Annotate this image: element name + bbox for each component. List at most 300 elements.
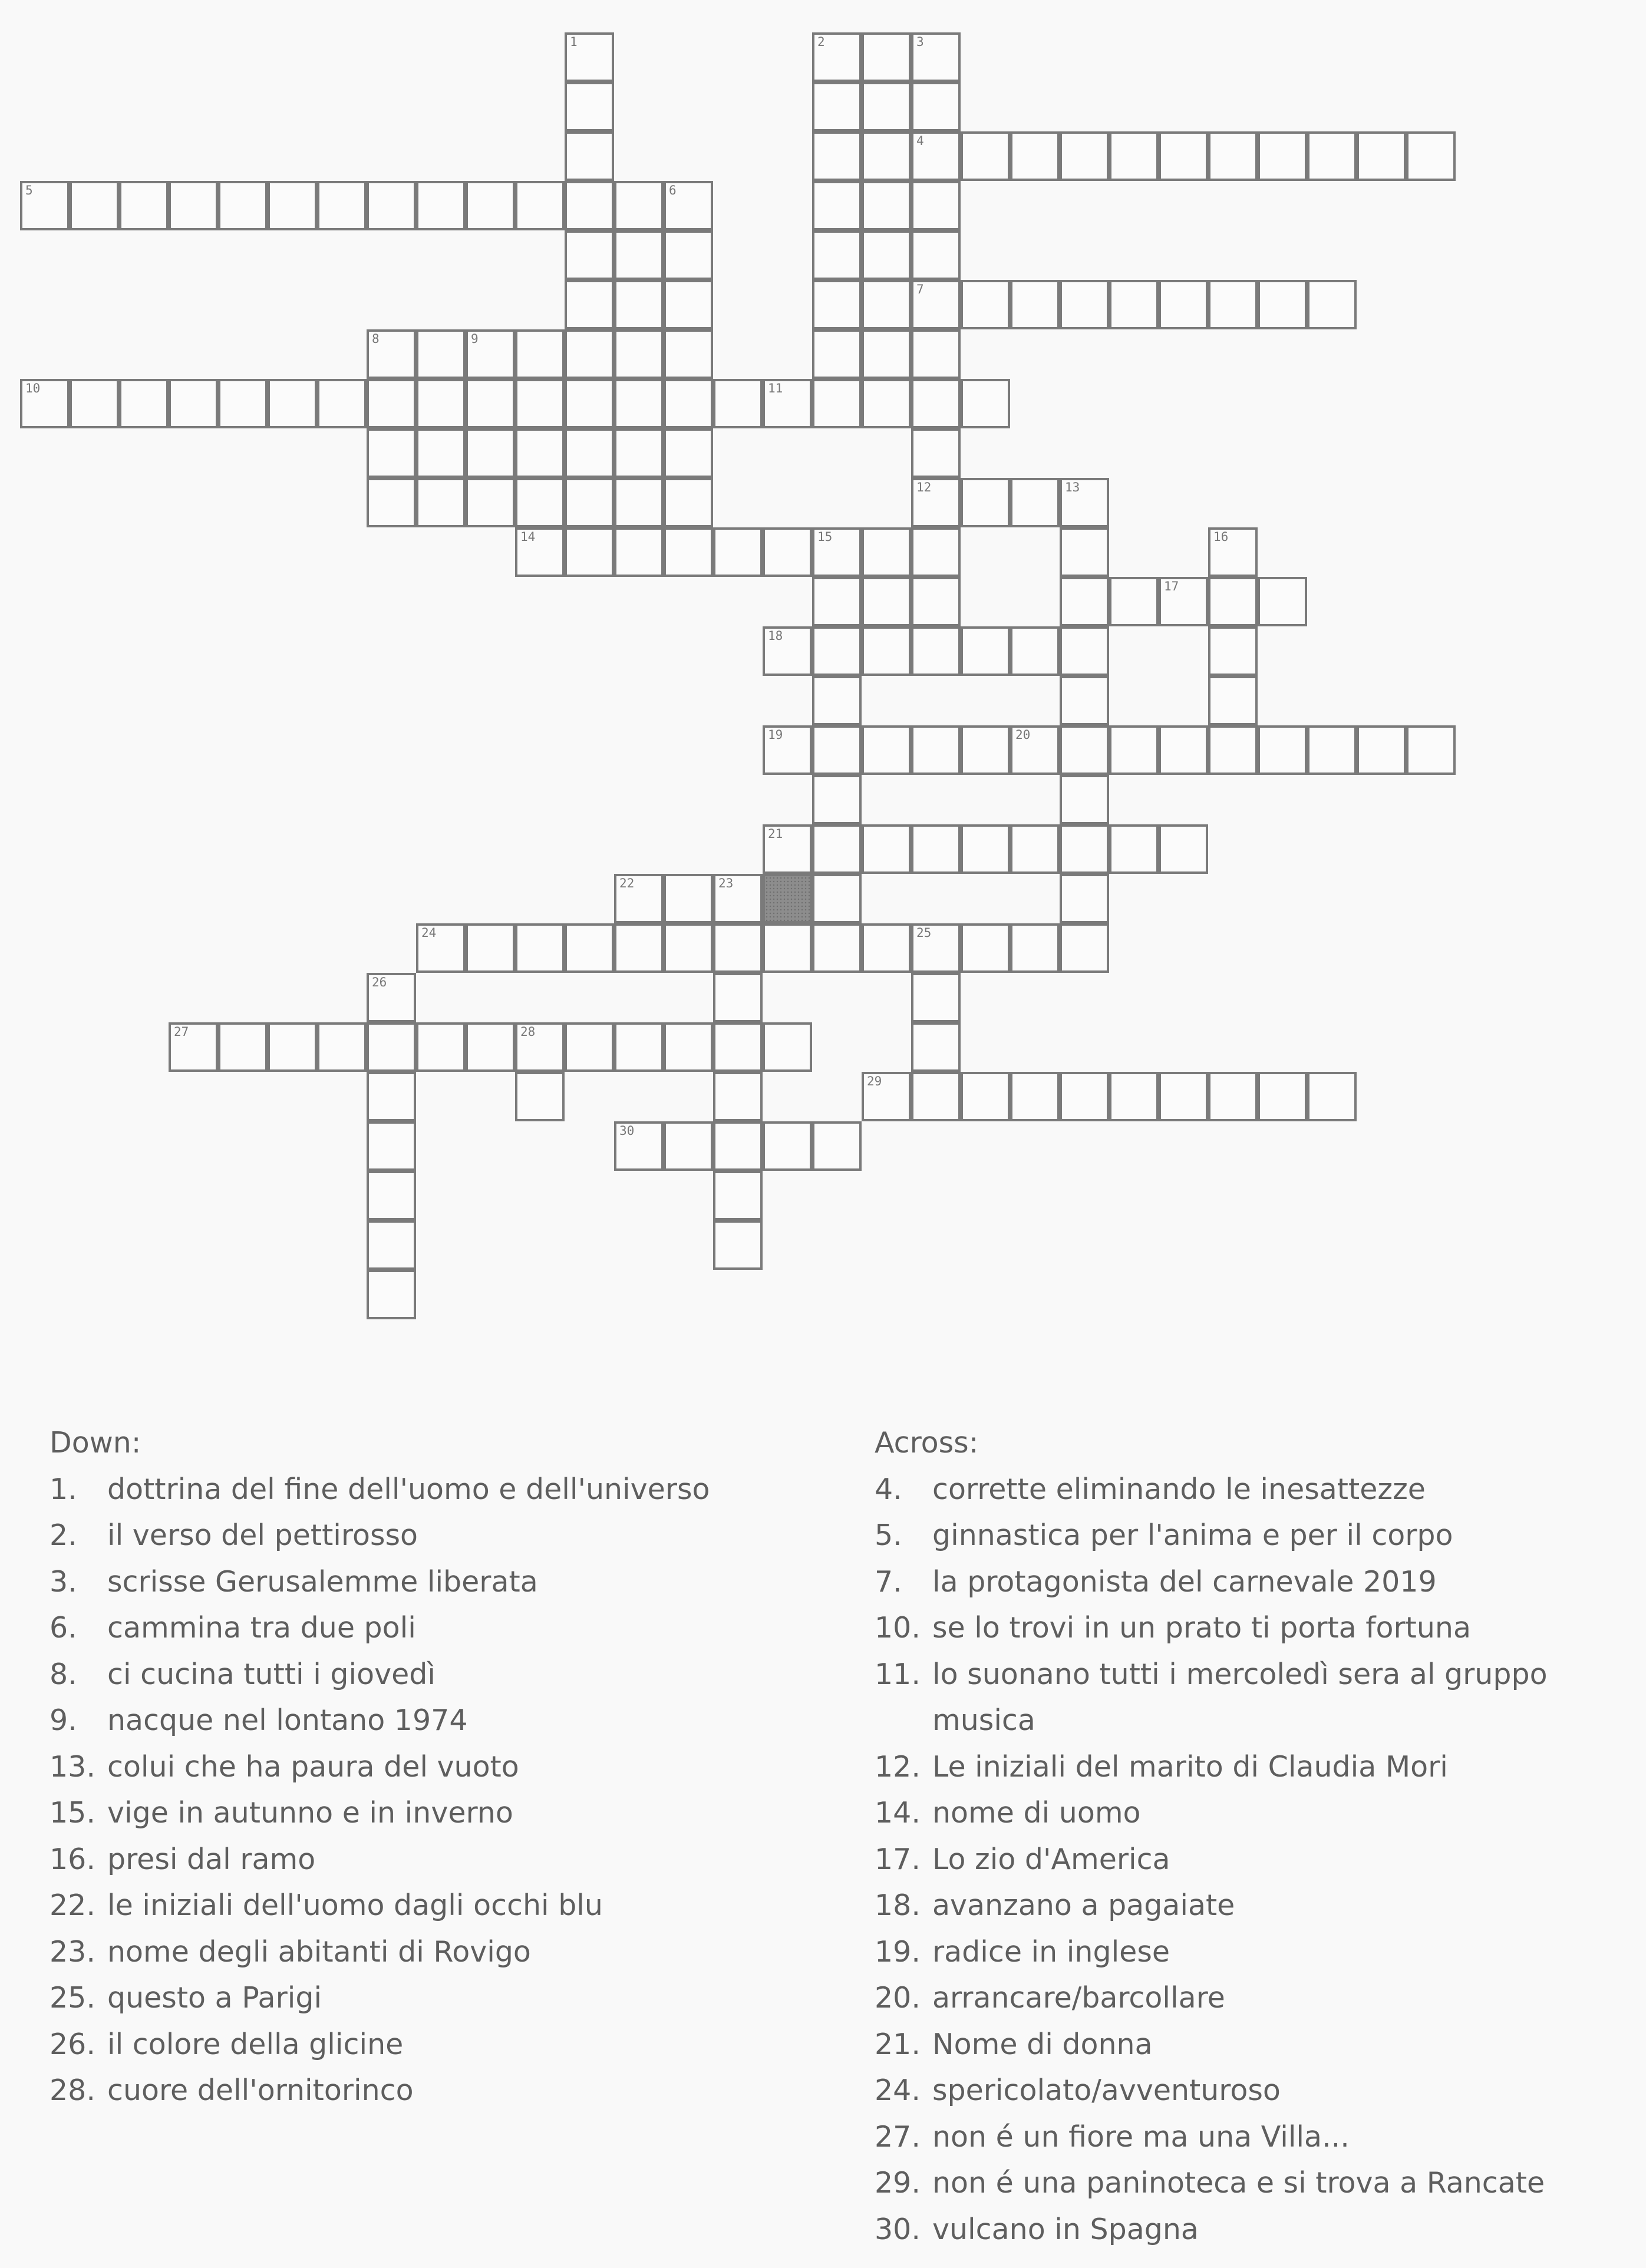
crossword-cell[interactable] <box>1109 824 1159 874</box>
crossword-cell[interactable] <box>1109 725 1159 775</box>
crossword-cell[interactable] <box>1060 478 1109 527</box>
clue-item <box>875 2160 1635 2207</box>
clue-item <box>875 2207 1635 2253</box>
crossword-cell[interactable] <box>515 478 565 527</box>
clue-item <box>50 1790 851 1837</box>
clue-text: le iniziali dell'uomo dagli occhi blu <box>107 1889 603 1922</box>
cell-number: 16 <box>1213 530 1229 544</box>
crossword-cell[interactable] <box>862 725 911 775</box>
crossword-cell[interactable] <box>1060 874 1109 923</box>
crossword-cell[interactable] <box>1307 280 1357 329</box>
crossword-cell[interactable] <box>1060 1072 1109 1121</box>
crossword-cell[interactable] <box>614 379 664 428</box>
clue-item <box>875 2068 1635 2114</box>
crossword-cell[interactable] <box>565 379 614 428</box>
crossword-cell[interactable] <box>862 82 911 131</box>
crossword-cell[interactable] <box>466 329 515 379</box>
crossword-cell[interactable] <box>961 626 1010 676</box>
crossword-cell[interactable] <box>614 923 664 973</box>
crossword-cell[interactable] <box>911 725 961 775</box>
clue-item <box>875 1513 1635 1559</box>
crossword-cell[interactable] <box>812 775 862 824</box>
crossword-cell[interactable] <box>1109 577 1159 626</box>
crossword-cell[interactable] <box>1258 1072 1307 1121</box>
clue-item <box>50 1513 851 1559</box>
clue-number: 9. <box>50 1704 77 1737</box>
crossword-cell[interactable] <box>565 478 614 527</box>
crossword-cell[interactable] <box>367 1022 416 1072</box>
crossword-cell[interactable] <box>911 181 961 230</box>
crossword-cell[interactable] <box>862 379 911 428</box>
crossword-cell[interactable] <box>664 1121 713 1171</box>
crossword-cell[interactable] <box>1060 577 1109 626</box>
clue-text: avanzano a pagaiate <box>932 1889 1235 1922</box>
cell-number: 30 <box>619 1124 635 1138</box>
clue-text: radice in inglese <box>932 1934 1170 1969</box>
crossword-cell[interactable] <box>1307 725 1357 775</box>
cell-number: 23 <box>718 876 734 890</box>
crossword-cell[interactable] <box>1159 1072 1208 1121</box>
crossword-cell[interactable] <box>1109 280 1159 329</box>
cell-number: 11 <box>768 381 783 395</box>
crossword-cell[interactable] <box>911 824 961 874</box>
crossword-cell[interactable] <box>1258 725 1307 775</box>
crossword-cell[interactable] <box>367 329 416 379</box>
crossword-cell[interactable] <box>1010 280 1060 329</box>
crossword-cell[interactable] <box>713 527 763 577</box>
crossword-cell[interactable] <box>218 379 268 428</box>
crossword-cell[interactable] <box>614 329 664 379</box>
clue-text: vige in autunno e in inverno <box>107 1796 513 1830</box>
down-clues <box>50 1420 851 2114</box>
crossword-cell[interactable] <box>812 676 862 725</box>
clue-item <box>875 1467 1635 1513</box>
crossword-cell[interactable] <box>812 923 862 973</box>
crossword-cell[interactable] <box>713 379 763 428</box>
clue-text: se lo trovi in un prato ti porta fortuna <box>932 1611 1472 1645</box>
cell-number: 10 <box>25 381 41 395</box>
cell-number: 6 <box>669 183 677 197</box>
crossword-cell[interactable] <box>367 1072 416 1121</box>
crossword-cell[interactable] <box>1010 923 1060 973</box>
crossword-cell[interactable] <box>367 1220 416 1270</box>
crossword-cell[interactable] <box>1010 1072 1060 1121</box>
crossword-cell[interactable] <box>416 1022 466 1072</box>
clue-text: la protagonista del carnevale 2019 <box>932 1564 1437 1599</box>
crossword-cell[interactable] <box>367 478 416 527</box>
clue-number: 19. <box>875 1934 921 1969</box>
crossword-cell[interactable] <box>169 181 218 230</box>
cell-number: 19 <box>768 728 783 742</box>
crossword-cell[interactable] <box>862 181 911 230</box>
crossword-cell[interactable] <box>961 725 1010 775</box>
crossword-cell[interactable] <box>911 1072 961 1121</box>
crossword-cell[interactable] <box>763 923 812 973</box>
crossword-cell[interactable] <box>1010 478 1060 527</box>
crossword-cell[interactable] <box>911 1022 961 1072</box>
crossword-cell[interactable] <box>961 824 1010 874</box>
crossword-cell[interactable] <box>515 923 565 973</box>
crossword-cell[interactable] <box>614 280 664 329</box>
crossword-cell[interactable] <box>614 478 664 527</box>
crossword-cell[interactable] <box>515 379 565 428</box>
crossword-cell[interactable] <box>1010 725 1060 775</box>
crossword-cell[interactable] <box>713 1121 763 1171</box>
crossword-cell[interactable] <box>713 973 763 1022</box>
crossword-cell[interactable] <box>763 824 812 874</box>
clue-text: Le iniziali del marito di Claudia Mori <box>932 1749 1448 1784</box>
crossword-cell[interactable] <box>565 280 614 329</box>
crossword-cell[interactable] <box>961 1072 1010 1121</box>
clue-number: 30. <box>875 2212 921 2246</box>
crossword-cell[interactable] <box>812 1121 862 1171</box>
cell-number: 7 <box>916 282 924 296</box>
crossword-cell[interactable] <box>763 379 812 428</box>
crossword-cell[interactable] <box>515 329 565 379</box>
cell-number: 27 <box>174 1025 189 1039</box>
crossword-cell[interactable] <box>1060 131 1109 181</box>
crossword-cell[interactable] <box>862 131 911 181</box>
crossword-cell[interactable] <box>1258 577 1307 626</box>
crossword-cell[interactable] <box>565 428 614 478</box>
crossword-cell[interactable] <box>416 923 466 973</box>
clue-item <box>50 1652 851 1698</box>
crossword-cell[interactable] <box>1010 131 1060 181</box>
crossword-cell[interactable] <box>614 527 664 577</box>
crossword-cell[interactable] <box>1208 131 1258 181</box>
crossword-cell[interactable] <box>911 478 961 527</box>
crossword-cell[interactable] <box>20 181 70 230</box>
clue-number: 1. <box>50 1472 77 1506</box>
crossword-cell[interactable] <box>1060 725 1109 775</box>
crossword-cell[interactable] <box>1060 280 1109 329</box>
crossword-cell[interactable] <box>20 379 70 428</box>
crossword-cell[interactable] <box>169 379 218 428</box>
crossword-cell[interactable] <box>1060 775 1109 824</box>
crossword-cell[interactable] <box>961 131 1010 181</box>
clue-number: 5. <box>875 1518 902 1552</box>
crossword-cell[interactable] <box>515 181 565 230</box>
clue-item <box>50 1837 851 1883</box>
crossword-cell[interactable] <box>367 973 416 1022</box>
crossword-cell[interactable] <box>565 527 614 577</box>
crossword-cell[interactable] <box>763 1022 812 1072</box>
clue-item <box>875 1605 1635 1652</box>
crossword-cell[interactable] <box>1307 131 1357 181</box>
crossword-cell[interactable] <box>1258 131 1307 181</box>
crossword-cell[interactable] <box>614 1022 664 1072</box>
crossword-cell[interactable] <box>1208 676 1258 725</box>
across-heading: Across: <box>875 1426 979 1460</box>
crossword-cell[interactable] <box>911 527 961 577</box>
crossword-cell[interactable] <box>367 1270 416 1319</box>
crossword-cell[interactable] <box>317 1022 367 1072</box>
crossword-shaded-cell[interactable] <box>763 874 812 923</box>
crossword-cell[interactable] <box>565 82 614 131</box>
crossword-cell[interactable] <box>614 230 664 280</box>
crossword-cell[interactable] <box>763 725 812 775</box>
crossword-cell[interactable] <box>812 280 862 329</box>
cell-number: 5 <box>25 183 33 197</box>
crossword-cell[interactable] <box>812 379 862 428</box>
clue-number: 17. <box>875 1842 921 1876</box>
crossword-cell[interactable] <box>466 181 515 230</box>
crossword-cell[interactable] <box>268 181 317 230</box>
crossword-cell[interactable] <box>1208 626 1258 676</box>
crossword-cell[interactable] <box>911 230 961 280</box>
crossword-cell[interactable] <box>812 874 862 923</box>
crossword-cell[interactable] <box>367 1121 416 1171</box>
cell-number: 15 <box>817 530 833 544</box>
crossword-cell[interactable] <box>664 527 713 577</box>
clue-number: 11. <box>875 1657 921 1691</box>
clue-item <box>875 1883 1635 1929</box>
crossword-cell[interactable] <box>614 874 664 923</box>
crossword-cell[interactable] <box>367 379 416 428</box>
clue-text: lo suonano tutti i mercoledì sera al gruppo musica <box>932 1657 1548 1737</box>
crossword-cell[interactable] <box>713 1022 763 1072</box>
crossword-cell[interactable] <box>1060 923 1109 973</box>
clue-item <box>875 1975 1635 2022</box>
crossword-cell[interactable] <box>763 626 812 676</box>
crossword-cell[interactable] <box>1208 280 1258 329</box>
clue-item <box>50 1744 851 1791</box>
crossword-cell[interactable] <box>862 923 911 973</box>
clue-number: 2. <box>50 1518 77 1552</box>
clue-number: 26. <box>50 2027 95 2061</box>
crossword-cell[interactable] <box>416 478 466 527</box>
cell-number: 12 <box>916 480 932 494</box>
crossword-cell[interactable] <box>1208 527 1258 577</box>
crossword-cell[interactable] <box>1060 824 1109 874</box>
crossword-cell[interactable] <box>763 1121 812 1171</box>
crossword-cell[interactable] <box>1357 131 1406 181</box>
crossword-cell[interactable] <box>119 379 169 428</box>
crossword-cell[interactable] <box>466 923 515 973</box>
cell-number: 22 <box>619 876 635 890</box>
crossword-cell[interactable] <box>664 478 713 527</box>
clue-text: cammina tra due poli <box>107 1611 416 1645</box>
crossword-cell[interactable] <box>1406 131 1456 181</box>
crossword-cell[interactable] <box>1159 280 1208 329</box>
clue-number: 28. <box>50 2074 95 2107</box>
clue-number: 14. <box>875 1796 921 1830</box>
crossword-cell[interactable] <box>1406 725 1456 775</box>
crossword-cell[interactable] <box>416 181 466 230</box>
clue-item <box>50 2068 851 2114</box>
crossword-cell[interactable] <box>614 1121 664 1171</box>
crossword-cell[interactable] <box>119 181 169 230</box>
crossword-cell[interactable] <box>169 1022 218 1072</box>
clue-number: 18. <box>875 1889 921 1922</box>
crossword-cell[interactable] <box>317 181 367 230</box>
cell-number: 28 <box>520 1025 536 1039</box>
crossword-cell[interactable] <box>268 379 317 428</box>
crossword-cell[interactable] <box>713 923 763 973</box>
crossword-cell[interactable] <box>515 1072 565 1121</box>
crossword-cell[interactable] <box>218 1022 268 1072</box>
clue-text: il verso del pettirosso <box>107 1518 418 1552</box>
down-heading: Down: <box>50 1426 141 1460</box>
cell-number: 14 <box>520 530 536 544</box>
crossword-cell[interactable] <box>416 379 466 428</box>
crossword-cell[interactable] <box>911 626 961 676</box>
clue-number: 6. <box>50 1611 77 1645</box>
crossword-cell[interactable] <box>70 379 119 428</box>
crossword-cell[interactable] <box>1010 626 1060 676</box>
crossword-cell[interactable] <box>664 428 713 478</box>
crossword-cell[interactable] <box>911 923 961 973</box>
crossword-cell[interactable] <box>466 379 515 428</box>
clue-number: 22. <box>50 1889 95 1922</box>
crossword-cell[interactable] <box>367 181 416 230</box>
crossword-cell[interactable] <box>812 181 862 230</box>
crossword-cell[interactable] <box>1159 577 1208 626</box>
crossword-cell[interactable] <box>1010 824 1060 874</box>
crossword-cell[interactable] <box>416 329 466 379</box>
crossword-cell[interactable] <box>911 428 961 478</box>
crossword-cell[interactable] <box>515 1022 565 1072</box>
crossword-cell[interactable] <box>911 32 961 82</box>
crossword-cell[interactable] <box>961 478 1010 527</box>
crossword-cell[interactable] <box>565 329 614 379</box>
clue-item <box>875 1790 1635 1837</box>
crossword-cell[interactable] <box>466 478 515 527</box>
clue-item <box>875 1929 1635 1976</box>
crossword-cell[interactable] <box>268 1022 317 1072</box>
crossword-cell[interactable] <box>664 329 713 379</box>
crossword-cell[interactable] <box>367 1171 416 1220</box>
clue-text: nome di uomo <box>932 1796 1141 1830</box>
crossword-cell[interactable] <box>1109 1072 1159 1121</box>
crossword-cell[interactable] <box>466 428 515 478</box>
cell-number: 8 <box>372 332 380 346</box>
clue-number: 12. <box>875 1749 921 1784</box>
crossword-cell[interactable] <box>862 824 911 874</box>
crossword-cell[interactable] <box>911 82 961 131</box>
crossword-cell[interactable] <box>664 1022 713 1072</box>
crossword-cell[interactable] <box>812 626 862 676</box>
crossword-cell[interactable] <box>862 32 911 82</box>
clue-text: scrisse Gerusalemme liberata <box>107 1564 538 1599</box>
clue-number: 4. <box>875 1472 902 1506</box>
crossword-cell[interactable] <box>515 428 565 478</box>
crossword-cell[interactable] <box>664 181 713 230</box>
crossword-cell[interactable] <box>713 874 763 923</box>
crossword-cell[interactable] <box>911 379 961 428</box>
crossword-cell[interactable] <box>565 230 614 280</box>
clue-number: 13. <box>50 1749 95 1784</box>
crossword-cell[interactable] <box>1159 131 1208 181</box>
crossword-cell[interactable] <box>565 131 614 181</box>
clue-text: dottrina del fine dell'uomo e dell'universo <box>107 1472 710 1506</box>
crossword-cell[interactable] <box>565 32 614 82</box>
crossword-cell[interactable] <box>713 1072 763 1121</box>
crossword-cell[interactable] <box>1357 725 1406 775</box>
clue-number: 16. <box>50 1842 95 1876</box>
crossword-cell[interactable] <box>911 329 961 379</box>
clue-number: 24. <box>875 2074 921 2107</box>
crossword-cell[interactable] <box>1060 527 1109 577</box>
crossword-cell[interactable] <box>911 131 961 181</box>
clue-item <box>875 2022 1635 2068</box>
crossword-cell[interactable] <box>713 1220 763 1270</box>
crossword-cell[interactable] <box>664 379 713 428</box>
crossword-cell[interactable] <box>1258 280 1307 329</box>
clue-text: Nome di donna <box>932 2027 1153 2061</box>
crossword-cell[interactable] <box>1109 131 1159 181</box>
crossword-cell[interactable] <box>614 181 664 230</box>
clue-item <box>50 1975 851 2022</box>
crossword-cell[interactable] <box>317 379 367 428</box>
crossword-cell[interactable] <box>812 82 862 131</box>
crossword-cell[interactable] <box>862 1072 911 1121</box>
crossword-cell[interactable] <box>961 923 1010 973</box>
crossword-cell[interactable] <box>812 329 862 379</box>
crossword-cell[interactable] <box>515 527 565 577</box>
crossword-cell[interactable] <box>70 181 119 230</box>
crossword-cell[interactable] <box>1208 725 1258 775</box>
crossword-cell[interactable] <box>812 131 862 181</box>
crossword-cell[interactable] <box>862 280 911 329</box>
crossword-cell[interactable] <box>664 280 713 329</box>
crossword-cell[interactable] <box>565 1022 614 1072</box>
crossword-cell[interactable] <box>1060 626 1109 676</box>
crossword-cell[interactable] <box>812 527 862 577</box>
crossword-cell[interactable] <box>812 824 862 874</box>
crossword-cell[interactable] <box>862 577 911 626</box>
crossword-cell[interactable] <box>664 230 713 280</box>
crossword-cell[interactable] <box>1208 1072 1258 1121</box>
clue-text: il colore della glicine <box>107 2027 404 2061</box>
crossword-cell[interactable] <box>1159 824 1208 874</box>
crossword-cell[interactable] <box>218 181 268 230</box>
crossword-cell[interactable] <box>466 1022 515 1072</box>
crossword-cell[interactable] <box>565 181 614 230</box>
crossword-cell[interactable] <box>1060 676 1109 725</box>
crossword-cell[interactable] <box>614 428 664 478</box>
cell-number: 20 <box>1015 728 1031 742</box>
crossword-cell[interactable] <box>812 725 862 775</box>
crossword-cell[interactable] <box>911 973 961 1022</box>
crossword-cell[interactable] <box>416 428 466 478</box>
crossword-cell[interactable] <box>862 626 911 676</box>
crossword-cell[interactable] <box>713 1171 763 1220</box>
crossword-cell[interactable] <box>911 280 961 329</box>
crossword-cell[interactable] <box>1307 1072 1357 1121</box>
crossword-cell[interactable] <box>911 577 961 626</box>
cell-number: 24 <box>421 926 437 940</box>
clue-item <box>875 1559 1635 1606</box>
crossword-cell[interactable] <box>1159 725 1208 775</box>
crossword-cell[interactable] <box>812 32 862 82</box>
crossword-cell[interactable] <box>1208 577 1258 626</box>
cell-number: 26 <box>372 975 387 989</box>
crossword-cell[interactable] <box>367 428 416 478</box>
crossword-cell[interactable] <box>812 230 862 280</box>
crossword-cell[interactable] <box>961 280 1010 329</box>
crossword-cell[interactable] <box>565 923 614 973</box>
crossword-cell[interactable] <box>862 527 911 577</box>
crossword-cell[interactable] <box>862 329 911 379</box>
crossword-cell[interactable] <box>664 874 713 923</box>
crossword-cell[interactable] <box>812 577 862 626</box>
crossword-cell[interactable] <box>961 379 1010 428</box>
crossword-cell[interactable] <box>763 527 812 577</box>
crossword-cell[interactable] <box>862 230 911 280</box>
clue-number: 20. <box>875 1981 921 2015</box>
crossword-cell[interactable] <box>664 923 713 973</box>
